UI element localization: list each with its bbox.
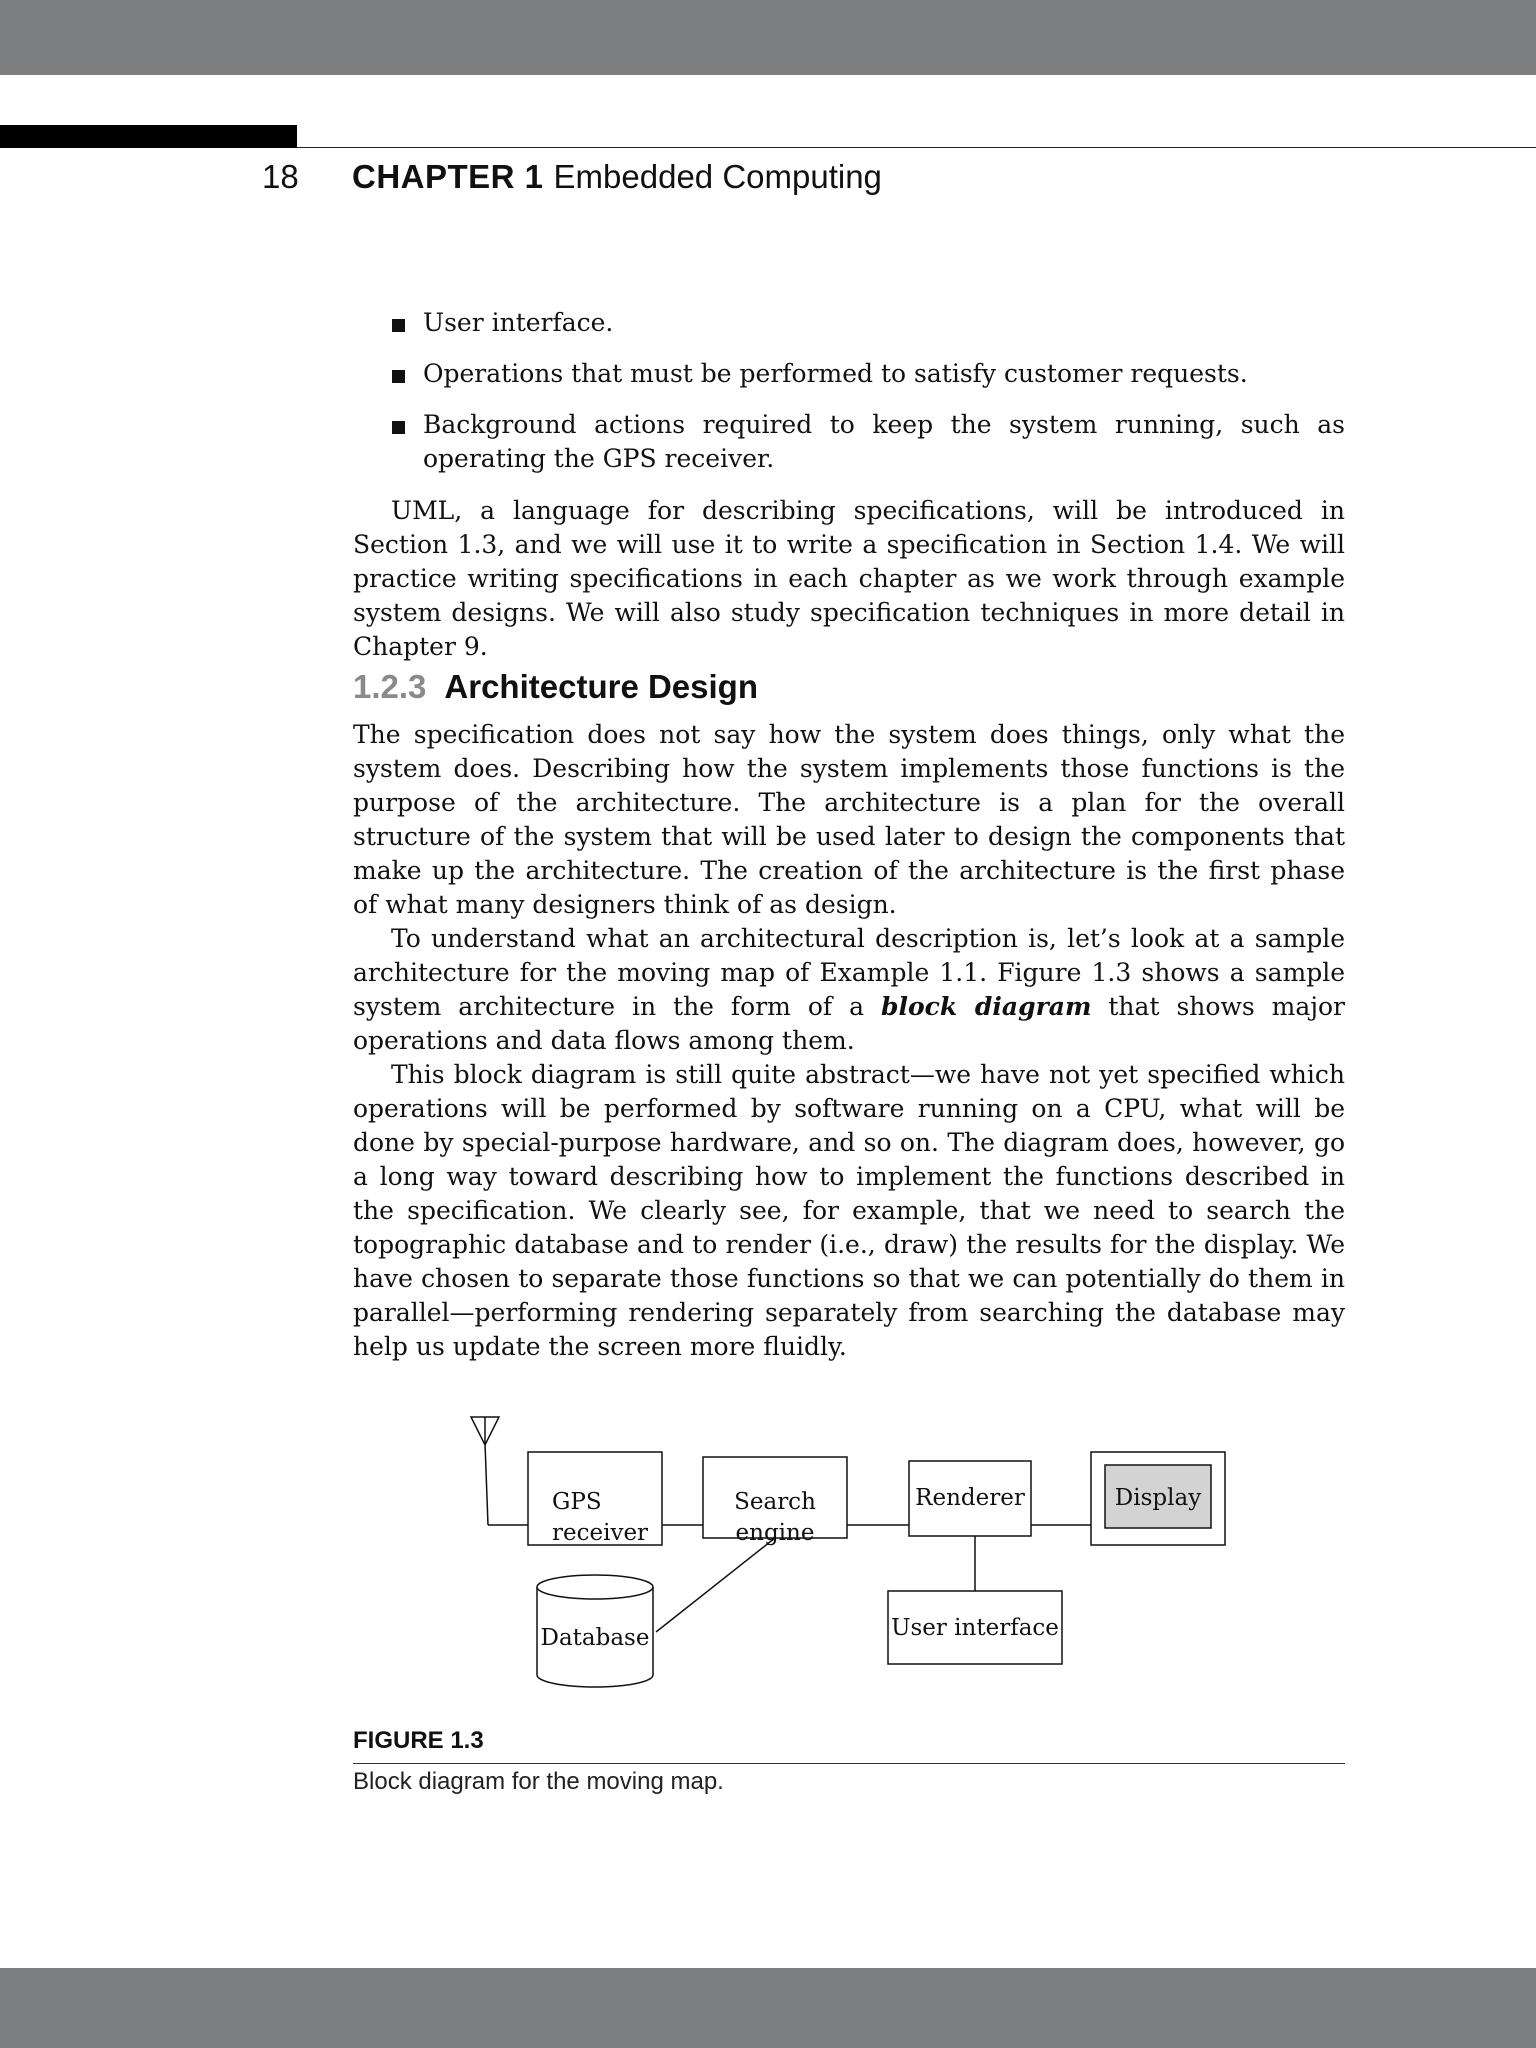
section-number: 1.2.3 <box>353 668 427 705</box>
figure-caption: Block diagram for the moving map. <box>353 1768 724 1795</box>
database-cylinder-top <box>537 1575 653 1599</box>
emphasis-term: block diagram <box>881 992 1092 1021</box>
search-label-line1: Search <box>734 1489 816 1515</box>
list-item <box>392 408 1345 476</box>
bullet-square-icon <box>392 421 405 434</box>
bullet-text: Operations that must be performed to satisfy customer requests. <box>423 359 1248 388</box>
header-rule <box>297 147 1536 148</box>
block-diagram <box>440 1405 1260 1705</box>
display-label: Display <box>1114 1485 1202 1511</box>
gps-label-line1: GPS <box>552 1489 602 1515</box>
paragraph-2-end: that shows major operations and data flows among them. <box>353 992 1345 1055</box>
search-label-line2: engine <box>735 1520 815 1546</box>
intro-paragraph: UML, a language for describing specifications, will be introduced in Section 1.3, and we will use it to write a specification in Section 1.4. We will practice writing specifications in each chapter as we work through example system designs. We will also study specification techniques in more detail in Chapter 9. <box>353 496 1345 661</box>
section-body <box>353 718 1345 1364</box>
figure-label: FIGURE 1.3 <box>353 1727 484 1754</box>
paragraph-3: This block diagram is still quite abstract—we have not yet specified which operations will be performed by software running on a CPU, what will be done by special-purpose hardware, and so on. The diagram does, however, go a long way toward describing how to implement the functions described in the specification. We clearly see, for example, that we need to search the topographic database and to render (i.e., draw) the results for the display. We have chosen to separate those functions so that we can potentially do them in parallel—performing rendering separately from searching the database may help us update the screen more fluidly. <box>353 1060 1345 1361</box>
bullet-square-icon <box>392 319 405 332</box>
block-diagram-svg <box>440 1405 1260 1705</box>
bullet-square-icon <box>392 370 405 383</box>
bullet-list <box>392 306 1345 493</box>
figure-rule <box>353 1763 1345 1764</box>
bullet-text: User interface. <box>423 308 614 337</box>
paragraph-2 <box>353 922 1345 1058</box>
user-interface-label: User interface <box>891 1615 1059 1641</box>
renderer-label: Renderer <box>915 1485 1025 1511</box>
section-title: Architecture Design <box>444 668 758 705</box>
intro-paragraph-block <box>353 494 1345 664</box>
page-number: 18 <box>262 158 299 195</box>
chapter-label: CHAPTER 1 <box>352 158 544 195</box>
paragraph-1: The specification does not say how the system does things, only what the system does. Describing how the system implements those functions is the purpose of the architecture. The architecture is a plan for the overall structure of the system that will be used later to design the components that make up the architecture. The creation of the architecture is the first phase of what many designers think of as design. <box>353 720 1345 919</box>
running-head <box>262 158 882 196</box>
section-heading <box>353 668 758 706</box>
chapter-title: Embedded Computing <box>553 158 882 195</box>
header-black-bar <box>0 125 297 148</box>
paragraph-2-start: To understand what an architectural description is, let’s look at a sample architecture for the moving map of Example 1.1. Figure 1.3 shows a sample system architecture in the form of a <box>353 924 1345 1021</box>
database-label: Database <box>540 1625 650 1651</box>
antenna-icon <box>471 1417 528 1525</box>
list-item <box>392 357 1345 391</box>
bullet-text: Background actions required to keep the system running, such as operating the GPS receiver. <box>423 410 1345 473</box>
link-search-database <box>656 1538 775 1632</box>
list-item <box>392 306 1345 340</box>
gps-label-line2: receiver <box>552 1520 649 1546</box>
